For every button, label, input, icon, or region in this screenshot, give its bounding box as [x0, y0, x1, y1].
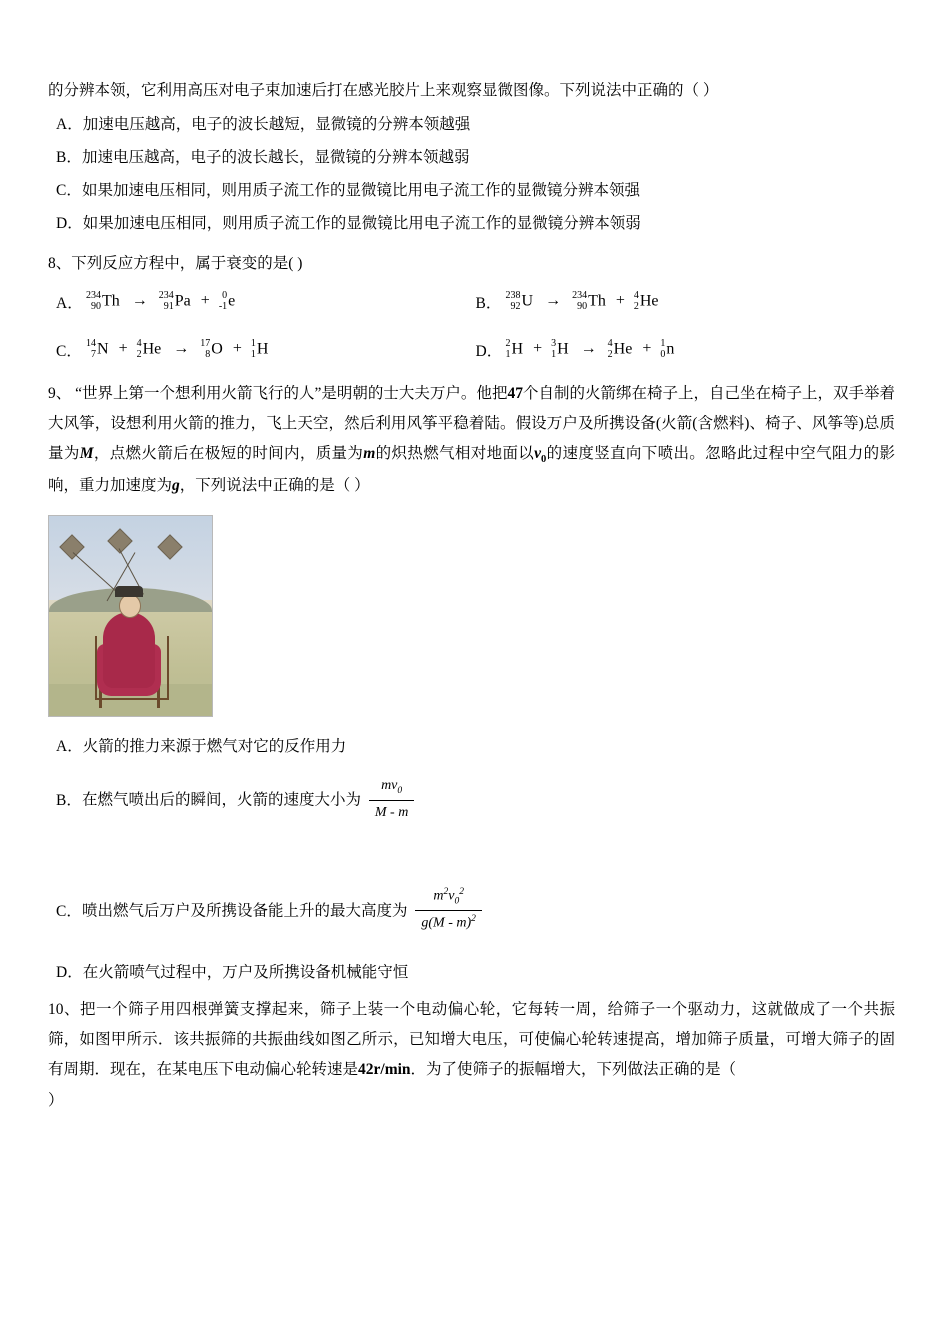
atomic-number: 1 — [505, 348, 511, 360]
element-symbol: He — [613, 340, 633, 358]
numerator-v-exponent: 2 — [459, 887, 464, 898]
element-symbol: H — [557, 340, 569, 358]
q10-stem-tail: ） — [48, 1091, 64, 1109]
mass-number: 4 — [136, 338, 142, 350]
wanhu-illustration — [48, 515, 213, 717]
q9-symbol-v0: v — [534, 445, 542, 463]
mass-number: 14 — [86, 338, 96, 350]
mass-number: 17 — [200, 338, 211, 350]
q9-option-b — [56, 777, 895, 825]
q9-option-b-text — [82, 777, 895, 825]
element-symbol: U — [521, 292, 534, 310]
reaction-arrow: → — [131, 292, 148, 310]
q9-symbol-g: g — [172, 476, 180, 494]
q9-symbol-M: M — [79, 445, 94, 463]
mass-number: 1 — [660, 338, 666, 350]
q8-option-c-equation — [86, 339, 269, 360]
q8-option-b — [476, 291, 896, 313]
q8-option-a-equation — [86, 291, 236, 312]
element-symbol: H — [511, 340, 524, 358]
plus-sign: + — [642, 340, 652, 358]
fraction-numerator — [369, 775, 414, 801]
mass-number: 234 — [572, 290, 588, 302]
q10-stem-part1: 10、把一个筛子用四根弹簧支撑起来，筛子上装一个电动偏心轮，它每转一周，给筛子一个驱动力，这就做成了一个共振筛，如图甲所示．该共振筛的共振曲线如图乙所示，已知增大电压，可使偏心轮转速提高，增加筛子质量，可增大筛子的固有周期．现在，在某电压下电动偏心轮转速是 — [48, 1000, 895, 1079]
element-symbol: N — [97, 340, 109, 358]
q8-option-a — [56, 291, 476, 313]
atomic-number: -1 — [218, 300, 228, 312]
plus-sign: + — [118, 340, 128, 358]
q9-stem-part4: 的炽热燃气相对地面以 — [375, 445, 535, 463]
q8-options-grid — [56, 291, 895, 361]
q8-option-d-label: D． — [475, 342, 503, 360]
atomic-number: 91 — [163, 300, 174, 312]
element-symbol: Pa — [174, 292, 191, 310]
mass-number: 4 — [607, 338, 613, 350]
q8-option-b-equation — [506, 291, 660, 312]
atomic-number: 8 — [205, 348, 211, 360]
plus-sign: + — [533, 340, 543, 358]
element-symbol: n — [666, 340, 675, 358]
q9-stem-part2: 个自制的火箭绑在椅子上，自己坐在椅子上，双手举着大风筝，设想利用火箭的推力，飞上天空，然后利用风筝平稳着陆。假设万户及所携设备(火箭(含燃料)、椅子、风筝等)总质量为 — [48, 384, 895, 463]
q9-option-d-label: D． — [56, 963, 83, 981]
q8-option-b-label: B． — [475, 294, 502, 312]
atomic-number: 2 — [633, 300, 639, 312]
q9-rocket-count: 47 — [507, 384, 523, 402]
q7-option-a-label: A． — [56, 115, 83, 133]
q9-option-c-label: C． — [56, 903, 82, 921]
q10-stem — [48, 995, 895, 1086]
denominator-exponent: 2 — [471, 914, 476, 925]
q9-option-d — [56, 961, 895, 985]
reaction-arrow: → — [580, 340, 597, 358]
denominator-g: g — [421, 916, 429, 932]
atomic-number: 2 — [607, 348, 613, 360]
reaction-arrow: → — [545, 292, 562, 310]
mass-number: 234 — [86, 290, 101, 302]
numerator-m-exponent: 2 — [443, 887, 449, 898]
q9-stem-part5: 的速度竖直向下喷出。忽略此过程中空气阻力的影响，重力加速度为 — [48, 445, 895, 494]
q9-option-b-label: B． — [56, 792, 82, 810]
q9-option-d-text: 在火箭喷气过程中，万户及所携设备机械能守恒 — [82, 963, 409, 981]
plus-sign: + — [615, 292, 625, 310]
q8-option-a-label: A． — [56, 294, 83, 312]
q10-speed-value: 42r/min — [358, 1061, 411, 1079]
person-body — [103, 612, 155, 688]
q8-option-d — [476, 339, 896, 361]
q9-option-c-text — [82, 887, 895, 937]
q7-option-b — [56, 146, 895, 170]
numerator-text: mv — [381, 778, 398, 794]
numerator-v-subscript: 0 — [454, 896, 460, 907]
q7-option-b-text: 加速电压越高，电子的波长越长，显微镜的分辨本领越弱 — [82, 148, 470, 166]
numerator-subscript: 0 — [397, 785, 403, 796]
element-symbol: Th — [588, 292, 606, 310]
q7-option-a — [56, 113, 895, 137]
q9-option-a — [56, 735, 895, 759]
q10-stem-part2: ．为了使筛子的振幅增大，下列做法正确的是（ — [410, 1061, 737, 1079]
q9-symbol-m: m — [363, 445, 376, 463]
fraction-denominator — [415, 911, 482, 934]
q7-option-d-text: 如果加速电压相同，则用质子流工作的显微镜比用电子流工作的显微镜分辨本领弱 — [82, 214, 641, 232]
mass-number: 234 — [158, 290, 174, 302]
person-head — [119, 594, 141, 618]
q7-option-c-text: 如果加速电压相同，则用质子流工作的显微镜比用电子流工作的显微镜分辨本领强 — [82, 181, 641, 199]
element-symbol: e — [228, 292, 236, 310]
atomic-number: 0 — [660, 348, 666, 360]
fraction-denominator: M - m — [374, 804, 409, 820]
q9-option-a-label: A． — [56, 738, 83, 756]
atomic-number: 1 — [551, 348, 557, 360]
q9-stem-part3: ，点燃火箭后在极短的时间内，质量为 — [93, 445, 364, 463]
q7-option-c — [56, 179, 895, 203]
q8-option-c-label: C． — [56, 342, 82, 360]
plus-sign: + — [200, 292, 210, 310]
mass-number: 3 — [551, 338, 557, 350]
numerator-m: m — [433, 888, 444, 904]
person-hat — [115, 586, 143, 597]
atomic-number: 90 — [577, 300, 588, 312]
q9-option-b-fraction — [369, 775, 414, 823]
q8-stem: 8、下列反应方程中，属于衰变的是( ) — [48, 254, 303, 272]
q9-option-a-text: 火箭的推力来源于燃气对它的反作用力 — [82, 738, 347, 756]
atomic-number: 7 — [91, 348, 96, 360]
q8-option-c — [56, 339, 476, 361]
element-symbol: H — [256, 340, 269, 358]
mass-number: 0 — [222, 290, 228, 302]
atomic-number: 90 — [91, 300, 101, 312]
mass-number: 4 — [633, 290, 639, 302]
q9-stem-part1: 9、 “世界上第一个想利用火箭飞行的人”是明朝的士大夫万户。他把 — [48, 384, 508, 402]
numerator-v: v — [448, 888, 455, 904]
q7-option-d — [56, 212, 895, 236]
element-symbol: Th — [102, 292, 120, 310]
q7-option-b-label: B． — [56, 148, 82, 166]
q9-option-b-prefix: 在燃气喷出后的瞬间，火箭的速度大小为 — [82, 791, 362, 809]
q7-option-d-label: D． — [56, 214, 83, 232]
q9-option-c-prefix: 喷出燃气后万户及所携设备能上升的最大高度为 — [82, 902, 408, 920]
mass-number: 1 — [250, 338, 256, 350]
q9-option-c — [56, 887, 895, 937]
q9-stem-part6: ，下列说法中正确的是（ ） — [179, 476, 370, 494]
q7-option-a-text: 加速电压越高，电子的波长越短，显微镜的分辨本领越强 — [82, 115, 471, 133]
atomic-number: 2 — [136, 348, 142, 360]
element-symbol: He — [639, 292, 659, 310]
element-symbol: He — [142, 340, 162, 358]
q8-option-d-equation — [506, 339, 676, 360]
q9-symbol-v0-sub: 0 — [541, 454, 547, 466]
denominator-paren: (M - m) — [428, 916, 472, 932]
reaction-arrow: → — [173, 340, 190, 358]
plus-sign: + — [232, 340, 242, 358]
q9-stem — [48, 379, 895, 501]
atomic-number: 1 — [250, 348, 256, 360]
element-symbol: O — [211, 340, 223, 358]
mass-number: 2 — [505, 338, 511, 350]
mass-number: 238 — [505, 290, 521, 302]
fraction-numerator — [415, 885, 482, 911]
q9-option-c-fraction — [415, 885, 482, 935]
atomic-number: 92 — [510, 300, 521, 312]
q7-option-c-label: C． — [56, 181, 82, 199]
top-paragraph: 的分辨本领，它利用高压对电子束加速后打在感光胶片上来观察显微图像。下列说法中正确的（ ） — [48, 82, 719, 99]
